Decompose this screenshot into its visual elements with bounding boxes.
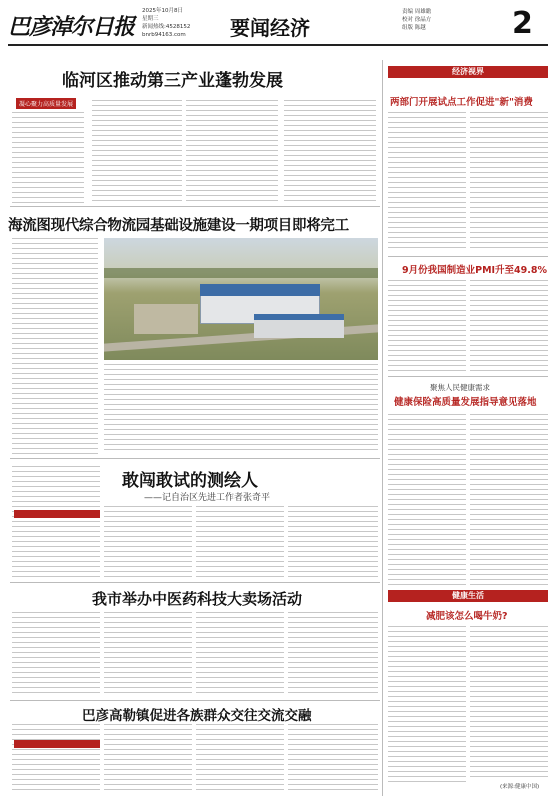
headline-ethnic-unity: 巴彦高勒镇促进各族群众交往交流交融: [82, 708, 312, 724]
economy-vision-banner: 经济视界: [388, 66, 548, 78]
right-article2-col1: [388, 280, 466, 372]
headline-new-consumption: 两部门开展试点工作促进"新"消费: [390, 97, 533, 108]
headline-tcm-fair: 我市举办中医药科技大卖场活动: [92, 590, 303, 608]
kicker-tag: 凝心聚力高质量发展: [16, 98, 76, 109]
headline-surveyor-sub: ——记自治区先进工作者张奇平: [144, 493, 271, 503]
headline-health-insurance: 健康保险高质量发展指导意见落地: [394, 397, 537, 408]
editor-line: 责编 周雄瞻: [402, 9, 432, 15]
article3-body-col2: [104, 506, 192, 580]
article5-body-col4: [288, 724, 378, 794]
distant-treeline: [104, 268, 378, 278]
article3-body-col1: [12, 466, 100, 580]
headline-pmi: 9月份我国制造业PMI升至49.8%: [402, 265, 548, 276]
photo-caption: [104, 364, 378, 380]
unity-kicker-tag: [14, 740, 100, 748]
right-article2-col2: [470, 280, 548, 372]
headline-milk-diet: 减肥该怎么喝牛奶?: [426, 611, 508, 622]
article4-body-col4: [288, 612, 378, 696]
masthead: [0, 0, 556, 56]
article2-body-bottom: [104, 384, 378, 454]
date-line: 2025年10月8日: [142, 8, 183, 14]
divider: [10, 582, 380, 583]
divider: [10, 206, 380, 207]
phone-line: 新闻热线:4528152: [142, 24, 191, 30]
logistics-park-photo: [104, 238, 378, 360]
health-kicker: 聚焦人民健康需求: [430, 383, 490, 392]
right-article1-col2: [470, 112, 548, 252]
weekday-line: 星期三: [142, 16, 159, 22]
article5-body-col2: [104, 724, 192, 794]
healthy-life-banner: 健康生活: [388, 590, 548, 602]
article4-body-col2: [104, 612, 192, 696]
divider: [388, 376, 548, 377]
article2-body-left: [12, 238, 98, 456]
right-article3-col1: [388, 414, 466, 586]
divider: [10, 458, 380, 459]
headline-linhe: 临河区推动第三产业蓬勃发展: [62, 71, 283, 91]
article4-body-col1: [12, 612, 100, 696]
warehouse-roof: [200, 284, 320, 296]
surveyor-kicker-tag: [14, 510, 100, 518]
right-article4-col2: [470, 626, 548, 778]
layout-line: 组版 陈越: [402, 25, 426, 31]
source-note: (来源:健康中国): [500, 784, 540, 790]
email-line: bnrb94163.com: [142, 32, 186, 38]
article4-body-col3: [196, 612, 284, 696]
article5-body-col1: [12, 724, 100, 794]
proofreader-line: 校对 徐晶方: [402, 17, 432, 23]
masthead-info: [142, 7, 190, 39]
article1-body-col3: [186, 100, 278, 204]
headline-surveyor: 敢闯敢试的测绘人: [122, 471, 258, 491]
newspaper-logo: 巴彦淖尔日报: [8, 14, 135, 40]
article1-body-col2: [92, 100, 182, 204]
right-article4-col1: [388, 626, 466, 786]
column-divider: [382, 60, 383, 796]
headline-logistics-park: 海流图现代综合物流园基础设施建设一期项目即将完工: [8, 218, 349, 234]
page-number: 2: [512, 6, 533, 41]
divider: [10, 700, 380, 701]
section-title: 要闻经济: [230, 16, 310, 40]
article3-body-col4: [288, 506, 378, 580]
article3-body-col3: [196, 506, 284, 580]
article1-body-col4: [284, 100, 376, 204]
editor-credits: [402, 8, 431, 32]
divider: [388, 256, 548, 257]
masthead-rule: [8, 44, 548, 46]
side-building: [254, 314, 344, 338]
article1-body-col1: [12, 112, 84, 204]
right-article1-col1: [388, 112, 466, 252]
yard: [134, 304, 198, 334]
right-article3-col2: [470, 414, 548, 586]
article5-body-col3: [196, 724, 284, 794]
